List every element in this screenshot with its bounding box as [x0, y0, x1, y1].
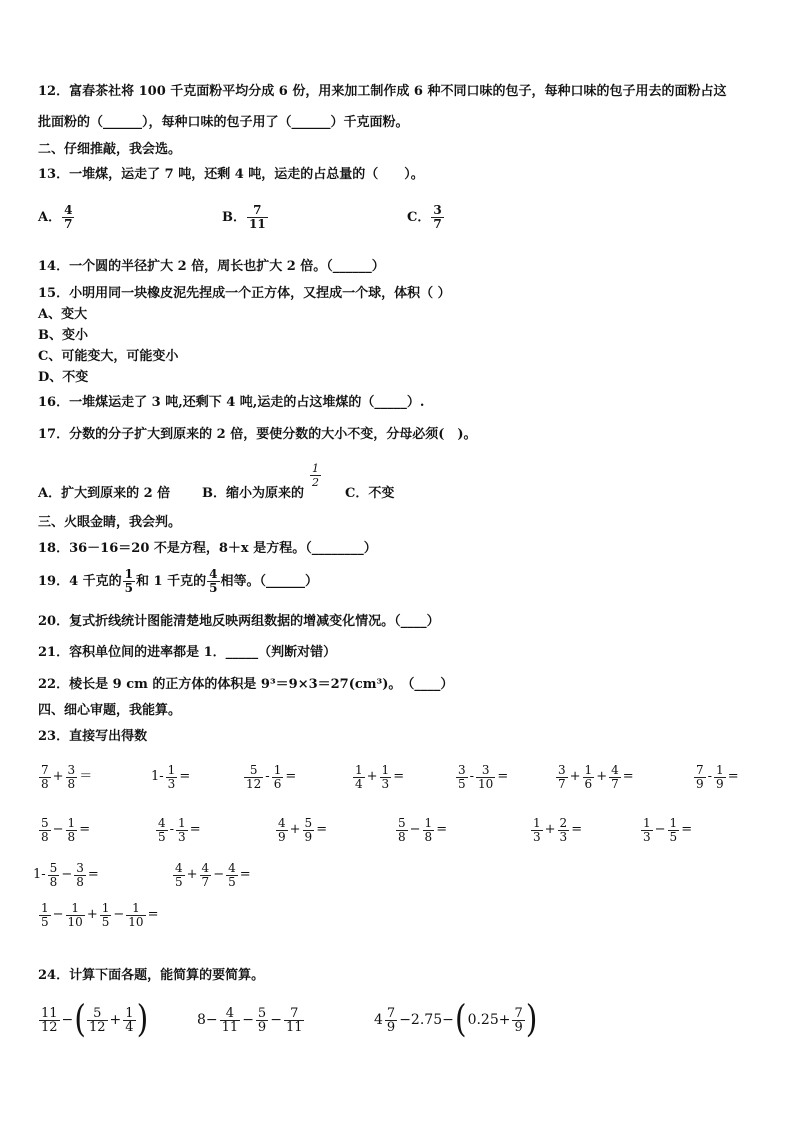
section-4-heading: 四、细心审题，我能算。 — [38, 703, 182, 718]
denominator: 5 — [175, 874, 183, 889]
operator: + — [52, 769, 64, 784]
parenthesis: ) — [525, 997, 538, 1042]
numerator: 5 — [41, 815, 49, 830]
fraction — [87, 1007, 108, 1034]
denominator: 8 — [41, 829, 49, 844]
fraction — [714, 764, 726, 791]
fraction — [39, 817, 51, 844]
operator: + — [186, 867, 198, 882]
fraction — [272, 764, 284, 791]
math-expression — [32, 858, 100, 893]
denominator: 4 — [125, 1019, 134, 1035]
operator: − — [61, 1012, 74, 1028]
operator: + — [544, 822, 556, 837]
fraction — [200, 862, 212, 889]
operator: 0.25+ — [467, 1012, 511, 1028]
denominator: 3 — [167, 776, 176, 791]
fraction — [247, 204, 268, 231]
fraction — [380, 764, 392, 791]
parenthesis: ( — [454, 997, 467, 1042]
numerator: 1 — [584, 762, 593, 777]
denominator: 3 — [381, 776, 390, 791]
denominator: 8 — [76, 874, 84, 889]
numerator: 1 — [669, 815, 678, 830]
operator: + — [569, 769, 581, 784]
operator: 4 — [374, 1012, 383, 1028]
fraction — [39, 902, 51, 929]
fraction — [62, 204, 74, 231]
denominator: 8 — [398, 829, 406, 844]
operator: + — [109, 1012, 122, 1028]
operator: − — [113, 907, 125, 922]
operator: - — [707, 769, 713, 784]
numerator: 4 — [201, 860, 210, 875]
q24-title: 24．计算下面各题，能简算的要简算。 — [38, 968, 265, 983]
fraction — [220, 1007, 241, 1034]
q16: 16．一堆煤运走了 3 吨,还剩下 4 吨,运走的占这堆煤的（_____）. — [38, 395, 425, 410]
denominator: 5 — [158, 829, 166, 844]
denominator: 5 — [228, 874, 236, 889]
operator: − — [654, 822, 666, 837]
numerator: 7 — [41, 762, 49, 777]
operator: − — [242, 1012, 254, 1028]
q19 — [38, 568, 318, 595]
numerator: 1 — [41, 900, 49, 915]
denominator: 8 — [67, 776, 76, 791]
q12-line1: 12．富春茶社将 100 千克面粉平均分成 6 份，用来加工制作成 6 种不同口味的包子，每种口味的包子用去的面粉占这 — [38, 84, 727, 99]
denominator: 8 — [49, 874, 58, 889]
numerator: 3 — [458, 762, 466, 777]
math-expression — [38, 997, 149, 1042]
fraction — [244, 764, 263, 791]
q15-stem: 15．小明用同一块橡皮泥先捏成一个正方体，又捏成一个球，体积（ ） — [38, 286, 451, 301]
fraction — [166, 764, 178, 791]
fraction — [556, 764, 568, 791]
numerator: 5 — [93, 1005, 102, 1021]
denominator: 7 — [433, 217, 442, 231]
operator: + — [289, 822, 301, 837]
numerator: 1 — [381, 762, 390, 777]
fraction — [173, 862, 185, 889]
fraction — [583, 764, 595, 791]
numerator: 3 — [76, 860, 84, 875]
operator: + — [86, 907, 98, 922]
denominator: 7 — [611, 776, 619, 791]
fraction — [431, 204, 443, 231]
denominator: 3 — [643, 829, 651, 844]
numerator: 1 — [533, 815, 541, 830]
denominator: 11 — [249, 217, 266, 231]
q19-text-c: 相等。（______） — [220, 574, 319, 589]
operator: = — [147, 907, 159, 922]
operator: = — [727, 769, 739, 784]
denominator: 11 — [221, 1019, 239, 1035]
numerator: 1 — [125, 1005, 134, 1021]
numerator: 1 — [424, 815, 433, 830]
math-expression — [530, 813, 583, 848]
numerator: 4 — [175, 860, 183, 875]
q23-title: 23．直接写出得数 — [38, 729, 148, 744]
denominator: 3 — [533, 829, 541, 844]
numerator: 7 — [253, 203, 262, 217]
numerator: 3 — [67, 762, 76, 777]
numerator: 3 — [433, 203, 442, 217]
fraction — [385, 1007, 397, 1034]
operator: 1- — [151, 769, 164, 784]
denominator: 5 — [458, 776, 466, 791]
q19-text-a: 19．4 千克的 — [38, 574, 122, 589]
math-expression — [395, 813, 448, 848]
numerator: 1 — [101, 900, 110, 915]
operator: = — [79, 822, 91, 837]
operator: = — [189, 822, 201, 837]
numerator: 1 — [716, 762, 724, 777]
q13-option-a — [38, 204, 75, 231]
numerator: 5 — [257, 1005, 267, 1021]
fraction — [66, 817, 78, 844]
denominator: 5 — [669, 829, 678, 844]
denominator: 7 — [201, 874, 210, 889]
option-label: A． — [38, 210, 62, 225]
operator: = — [681, 822, 693, 837]
numerator: 1 — [124, 567, 134, 581]
denominator: 8 — [41, 776, 49, 791]
operator: = — [393, 769, 405, 784]
q18: 18．36－16＝20 不是方程，8＋x 是方程。（________） — [38, 541, 377, 556]
denominator: 3 — [559, 829, 568, 844]
q17-option-c: C．不变 — [345, 486, 395, 501]
math-expression — [640, 813, 693, 848]
fraction — [39, 1007, 60, 1034]
operator: - — [265, 769, 270, 784]
denominator: 3 — [178, 829, 186, 844]
numerator: 1 — [132, 900, 140, 915]
denominator: 9 — [386, 1019, 396, 1035]
fraction — [310, 462, 321, 489]
q12-line2: 批面粉的（______），每种口味的包子用了（______）千克面粉。 — [38, 115, 409, 130]
operator: ＝ — [79, 769, 93, 784]
operator: = — [87, 867, 99, 882]
math-expression — [455, 760, 509, 795]
operator: −2.75− — [399, 1012, 454, 1028]
fraction — [123, 568, 135, 595]
option-label: B． — [222, 210, 246, 225]
operator: − — [52, 822, 64, 837]
numerator: 4 — [228, 860, 236, 875]
fraction — [303, 817, 315, 844]
q15-option-d: D、不变 — [38, 370, 89, 385]
numerator: 1 — [273, 762, 282, 777]
operator: - — [469, 769, 475, 784]
fraction — [66, 764, 78, 791]
fraction — [276, 817, 288, 844]
fraction — [74, 862, 86, 889]
denominator: 11 — [285, 1019, 303, 1035]
denominator: 7 — [64, 217, 73, 231]
q19-text-b: 和 1 千克的 — [136, 574, 207, 589]
numerator: 4 — [278, 815, 286, 830]
math-expression — [155, 813, 202, 848]
denominator: 9 — [257, 1019, 267, 1035]
q21: 21．容积单位间的进率都是 1．_____（判断对错） — [38, 645, 337, 660]
denominator: 10 — [478, 776, 494, 791]
denominator: 12 — [41, 1019, 58, 1035]
fraction — [694, 764, 706, 791]
fraction — [123, 1007, 135, 1034]
numerator: 3 — [558, 762, 566, 777]
section-3-heading: 三、火眼金睛，我会判。 — [38, 515, 182, 530]
numerator: 1 — [67, 815, 76, 830]
operator: − — [213, 867, 225, 882]
operator: = — [239, 867, 251, 882]
math-expression — [38, 813, 91, 848]
denominator: 9 — [696, 776, 704, 791]
math-expression — [275, 813, 328, 848]
math-expression — [243, 760, 297, 795]
fraction — [176, 817, 188, 844]
fraction — [353, 764, 365, 791]
fraction — [39, 764, 51, 791]
denominator: 8 — [67, 829, 76, 844]
numerator: 4 — [158, 815, 166, 830]
operator: = — [622, 769, 634, 784]
numerator: 4 — [611, 762, 619, 777]
numerator: 5 — [398, 815, 406, 830]
q22: 22．棱长是 9 cm 的正方体的体积是 9³＝9×3＝27(cm³)。 （____） — [38, 677, 454, 692]
fraction — [531, 817, 543, 844]
operator: - — [169, 822, 175, 837]
denominator: 6 — [273, 776, 282, 791]
denominator: 8 — [424, 829, 433, 844]
operator: − — [61, 867, 73, 882]
q14: 14．一个圆的半径扩大 2 倍，周长也扩大 2 倍。（______） — [38, 259, 385, 274]
parenthesis: ) — [136, 997, 149, 1042]
numerator: 7 — [696, 762, 704, 777]
operator: = — [497, 769, 509, 784]
operator: 1- — [33, 867, 46, 882]
math-expression — [352, 760, 405, 795]
numerator: 7 — [386, 1005, 396, 1021]
fraction — [396, 817, 408, 844]
numerator: 5 — [49, 860, 58, 875]
fraction — [641, 817, 653, 844]
q20: 20．复式折线统计图能清楚地反映两组数据的增减变化情况。（____） — [38, 614, 440, 629]
math-expression — [693, 760, 740, 795]
numerator: 7 — [290, 1005, 299, 1021]
denominator: 9 — [716, 776, 724, 791]
fraction — [256, 1007, 268, 1034]
denominator: 12 — [246, 776, 262, 791]
q17-option-b-fraction — [309, 462, 322, 489]
math-expression — [196, 1003, 305, 1038]
denominator: 12 — [89, 1019, 106, 1035]
denominator: 2 — [312, 476, 319, 489]
denominator: 10 — [128, 914, 144, 929]
numerator: 3 — [481, 762, 490, 777]
parenthesis: ( — [74, 997, 86, 1042]
denominator: 10 — [67, 914, 83, 929]
numerator: 1 — [355, 762, 363, 777]
q17-option-b: B．缩小为原来的 — [202, 486, 304, 501]
operator: = — [285, 769, 297, 784]
q13-option-b — [222, 204, 269, 231]
denominator: 5 — [41, 914, 49, 929]
numerator: 4 — [209, 567, 218, 581]
math-expression — [38, 898, 159, 933]
math-expression — [150, 760, 191, 795]
fraction — [423, 817, 435, 844]
q15-option-a: A、变大 — [38, 307, 88, 322]
q15-option-c: C、可能变大，可能变小 — [38, 349, 179, 364]
fraction — [48, 862, 60, 889]
section-2-heading: 二、仔细推敲，我会选。 — [38, 142, 182, 157]
denominator: 5 — [101, 914, 110, 929]
fraction — [456, 764, 468, 791]
q13-stem: 13．一堆煤，运走了 7 吨，还剩 4 吨，运走的占总量的（ ）。 — [38, 167, 424, 182]
denominator: 7 — [558, 776, 566, 791]
denominator: 9 — [278, 829, 286, 844]
operator: 8− — [197, 1012, 218, 1028]
numerator: 1 — [167, 762, 176, 777]
numerator: 1 — [71, 900, 79, 915]
fraction — [668, 817, 680, 844]
denominator: 5 — [209, 581, 218, 595]
operator: = — [179, 769, 191, 784]
fraction — [476, 764, 495, 791]
q17-stem: 17．分数的分子扩大到原来的 2 倍，要使分数的大小不变，分母必须( )。 — [38, 427, 477, 442]
numerator: 1 — [643, 815, 651, 830]
denominator: 9 — [304, 829, 313, 844]
numerator: 1 — [312, 462, 319, 475]
operator: − — [409, 822, 421, 837]
numerator: 2 — [559, 815, 568, 830]
denominator: 4 — [355, 776, 363, 791]
numerator: 5 — [304, 815, 313, 830]
q17-option-a: A．扩大到原来的 2 倍 — [38, 486, 171, 501]
numerator: 4 — [64, 203, 73, 217]
math-expression — [38, 760, 93, 795]
numerator: 7 — [514, 1005, 523, 1021]
fraction — [100, 902, 112, 929]
numerator: 1 — [178, 815, 186, 830]
fraction — [207, 568, 219, 595]
operator: − — [52, 907, 64, 922]
operator: − — [270, 1012, 282, 1028]
fraction — [609, 764, 621, 791]
operator: = — [316, 822, 328, 837]
operator: + — [596, 769, 608, 784]
q13-option-c — [407, 204, 445, 231]
fraction — [66, 902, 85, 929]
operator: = — [571, 822, 583, 837]
numerator: 11 — [41, 1005, 58, 1021]
math-expression — [373, 997, 538, 1042]
denominator: 9 — [514, 1019, 523, 1035]
q15-option-b: B、变小 — [38, 328, 88, 343]
numerator: 4 — [225, 1005, 235, 1021]
option-label: C． — [407, 210, 431, 225]
math-expression — [555, 760, 635, 795]
fraction — [512, 1007, 524, 1034]
fraction — [226, 862, 238, 889]
fraction — [126, 902, 145, 929]
math-expression — [172, 858, 252, 893]
denominator: 5 — [124, 581, 134, 595]
fraction — [558, 817, 570, 844]
fraction — [156, 817, 168, 844]
numerator: 5 — [249, 762, 258, 777]
fraction — [284, 1007, 305, 1034]
denominator: 6 — [584, 776, 593, 791]
operator: + — [366, 769, 378, 784]
operator: = — [436, 822, 448, 837]
